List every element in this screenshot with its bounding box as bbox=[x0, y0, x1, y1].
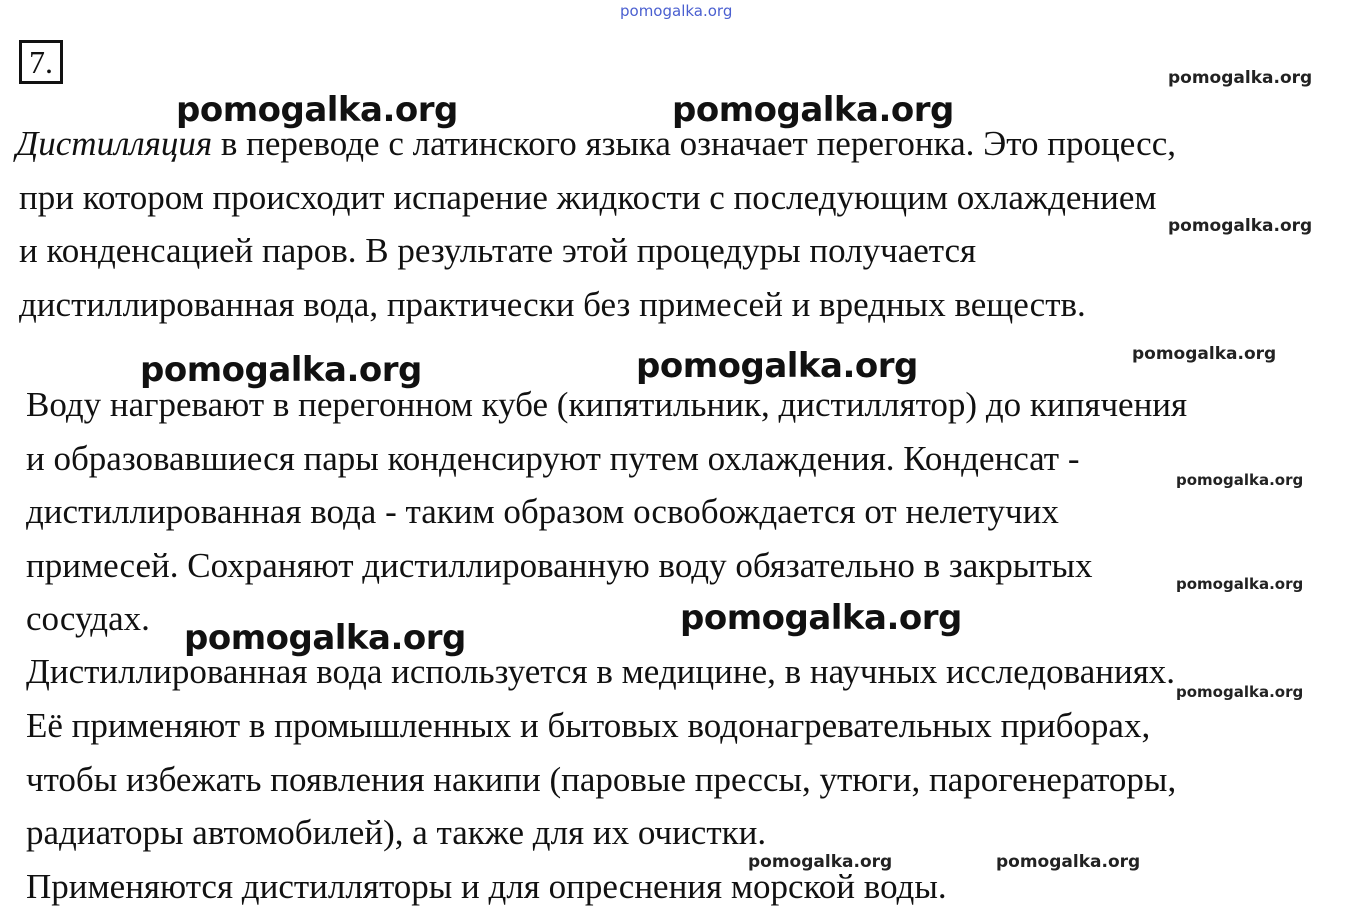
task-number: 7. bbox=[19, 40, 63, 84]
watermark-large: pomogalka.org bbox=[636, 346, 918, 386]
watermark-small: pomogalka.org bbox=[748, 852, 893, 872]
watermark-top: pomogalka.org bbox=[620, 2, 733, 20]
watermark-small: pomogalka.org bbox=[996, 852, 1141, 872]
paragraph3-line4: радиаторы автомобилей), а также для их очистки. bbox=[26, 813, 767, 852]
watermark-small: pomogalka.org bbox=[1168, 68, 1313, 88]
paragraph1-line3: и конденсацией паров. В результате этой процедуры получается bbox=[19, 231, 977, 270]
paragraph1-line2: при котором происходит испарение жидкости с последующим охлаждением bbox=[19, 178, 1157, 217]
paragraph3-line3: чтобы избежать появления накипи (паровые прессы, утюги, парогенераторы, bbox=[26, 760, 1177, 799]
paragraph2-line4: примесей. Сохраняют дистиллированную воду обязательно в закрытых bbox=[26, 546, 1093, 585]
watermark-large: pomogalka.org bbox=[672, 90, 954, 130]
paragraph2-line3: дистиллированная вода - таким образом освобождается от нелетучих bbox=[26, 492, 1059, 531]
paragraph2-line2: и образовавшиеся пары конденсируют путем охлаждения. Конденсат - bbox=[26, 439, 1080, 478]
watermark-small: pomogalka.org bbox=[1132, 344, 1277, 364]
paragraph3-line1: Дистиллированная вода используется в медицине, в научных исследованиях. bbox=[26, 652, 1176, 691]
paragraph2-line5: сосудах. bbox=[26, 599, 150, 638]
watermark-large: pomogalka.org bbox=[176, 90, 458, 130]
watermark-large: pomogalka.org bbox=[140, 350, 422, 390]
paragraph1-line1 bbox=[16, 124, 1176, 164]
watermark-large: pomogalka.org bbox=[184, 618, 466, 658]
paragraph1-line4: дистиллированная вода, практически без примесей и вредных веществ. bbox=[19, 285, 1086, 324]
watermark-small: pomogalka.org bbox=[1176, 575, 1304, 593]
watermark-small: pomogalka.org bbox=[1176, 471, 1304, 489]
watermark-large: pomogalka.org bbox=[680, 598, 962, 638]
paragraph1-line1-rest: в переводе с латинского языка означает перегонка. Это процесс, bbox=[212, 124, 1176, 163]
paragraph4-line1: Применяются дистилляторы и для опреснения морской воды. bbox=[26, 867, 947, 906]
watermark-small: pomogalka.org bbox=[1168, 216, 1313, 236]
paragraph2-line1: Воду нагревают в перегонном кубе (кипятильник, дистиллятор) до кипячения bbox=[26, 385, 1188, 424]
watermark-small: pomogalka.org bbox=[1176, 683, 1304, 701]
paragraph3-line2: Её применяют в промышленных и бытовых водонагревательных приборах, bbox=[26, 706, 1151, 745]
term-distillation: Дистилляция bbox=[16, 124, 213, 163]
